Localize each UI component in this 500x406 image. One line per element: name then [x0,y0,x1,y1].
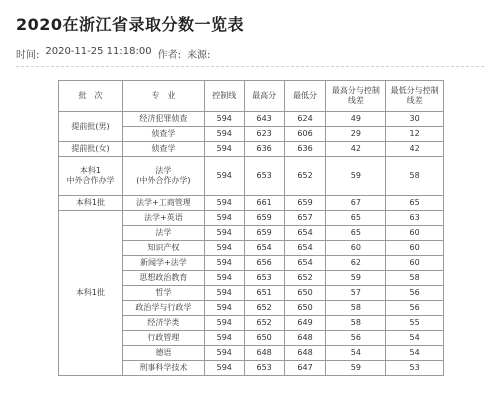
major-cell: 侦查学 [122,127,204,142]
max-score-cell: 661 [244,196,284,211]
table-row [59,157,444,196]
control-line-cell: 594 [204,301,244,316]
min-score-cell: 652 [284,271,326,286]
major-cell: 哲学 [122,286,204,301]
column-header: 批 次 [59,81,123,112]
min-score-cell: 649 [284,316,326,331]
min-score-cell: 606 [284,127,326,142]
max-score-cell: 652 [244,316,284,331]
major-cell: 思想政治教育 [122,271,204,286]
control-line-cell: 594 [204,157,244,196]
min-diff-cell: 53 [386,361,444,376]
max-diff-cell: 56 [326,331,386,346]
min-diff-cell: 58 [386,271,444,286]
min-score-cell: 650 [284,286,326,301]
max-diff-cell: 59 [326,157,386,196]
max-score-cell: 653 [244,157,284,196]
control-line-cell: 594 [204,331,244,346]
max-score-cell: 652 [244,301,284,316]
batch-cell: 本科1批 [59,211,123,376]
author-label: 作者: [157,50,181,61]
control-line-cell: 594 [204,142,244,157]
max-diff-cell: 59 [326,361,386,376]
time-label: 时间: [16,50,40,61]
control-line-cell: 594 [204,346,244,361]
major-cell: 法学+英语 [122,211,204,226]
score-table [58,80,444,376]
min-score-cell: 636 [284,142,326,157]
source-label: 来源: [186,50,211,61]
min-diff-cell: 60 [386,226,444,241]
max-score-cell: 650 [244,331,284,346]
major-cell: 新闻学+法学 [122,256,204,271]
major-cell: 德语 [122,346,204,361]
max-score-cell: 659 [244,226,284,241]
min-diff-cell: 42 [386,142,444,157]
table-row [59,196,444,211]
major-cell: 经济学类 [122,316,204,331]
min-score-cell: 659 [284,196,326,211]
min-diff-cell: 54 [386,346,444,361]
table-header-row [59,81,444,112]
min-score-cell: 654 [284,226,326,241]
min-score-cell: 624 [284,112,326,127]
column-header: 控制线 [204,81,244,112]
column-header: 最高分与控制线差 [326,81,386,112]
major-cell: 法学 (中外合作办学) [122,157,204,196]
table-row [59,142,444,157]
max-diff-cell: 59 [326,271,386,286]
min-diff-cell: 63 [386,211,444,226]
max-diff-cell: 65 [326,211,386,226]
max-diff-cell: 49 [326,112,386,127]
min-diff-cell: 56 [386,286,444,301]
batch-cell: 本科1 中外合作办学 [59,157,123,196]
column-header: 最低分 [284,81,326,112]
max-score-cell: 653 [244,271,284,286]
min-diff-cell: 60 [386,256,444,271]
min-score-cell: 647 [284,361,326,376]
control-line-cell: 594 [204,127,244,142]
control-line-cell: 594 [204,361,244,376]
max-score-cell: 651 [244,286,284,301]
min-diff-cell: 60 [386,241,444,256]
max-diff-cell: 29 [326,127,386,142]
min-score-cell: 657 [284,211,326,226]
major-cell: 侦查学 [122,142,204,157]
min-score-cell: 648 [284,331,326,346]
max-diff-cell: 58 [326,316,386,331]
control-line-cell: 594 [204,286,244,301]
max-diff-cell: 67 [326,196,386,211]
table-row [59,211,444,226]
max-score-cell: 654 [244,241,284,256]
max-diff-cell: 65 [326,226,386,241]
max-diff-cell: 58 [326,301,386,316]
control-line-cell: 594 [204,241,244,256]
control-line-cell: 594 [204,256,244,271]
min-score-cell: 648 [284,346,326,361]
control-line-cell: 594 [204,316,244,331]
control-line-cell: 594 [204,196,244,211]
max-score-cell: 623 [244,127,284,142]
major-cell: 法学+工商管理 [122,196,204,211]
major-cell: 知识产权 [122,241,204,256]
control-line-cell: 594 [204,211,244,226]
max-score-cell: 648 [244,346,284,361]
major-cell: 行政管理 [122,331,204,346]
major-cell: 经济犯罪侦查 [122,112,204,127]
control-line-cell: 594 [204,226,244,241]
batch-cell: 提前批(男) [59,112,123,142]
min-diff-cell: 12 [386,127,444,142]
max-score-cell: 659 [244,211,284,226]
max-diff-cell: 54 [326,346,386,361]
max-diff-cell: 57 [326,286,386,301]
max-diff-cell: 42 [326,142,386,157]
control-line-cell: 594 [204,271,244,286]
publish-time: 2020-11-25 11:18:00 [45,46,152,57]
control-line-cell: 594 [204,112,244,127]
table-row [59,112,444,127]
batch-cell: 提前批(女) [59,142,123,157]
column-header: 专 业 [122,81,204,112]
major-cell: 政治学与行政学 [122,301,204,316]
major-cell: 法学 [122,226,204,241]
min-score-cell: 654 [284,241,326,256]
min-diff-cell: 54 [386,331,444,346]
min-score-cell: 652 [284,157,326,196]
max-score-cell: 653 [244,361,284,376]
max-score-cell: 636 [244,142,284,157]
min-score-cell: 654 [284,256,326,271]
min-diff-cell: 65 [386,196,444,211]
min-diff-cell: 30 [386,112,444,127]
table-body [59,112,444,376]
meta-divider [16,66,484,67]
min-diff-cell: 58 [386,157,444,196]
min-diff-cell: 55 [386,316,444,331]
column-header: 最低分与控制线差 [386,81,444,112]
major-cell: 刑事科学技术 [122,361,204,376]
max-score-cell: 643 [244,112,284,127]
page-title: 2020在浙江省录取分数一览表 [16,15,245,34]
column-header: 最高分 [244,81,284,112]
max-diff-cell: 62 [326,256,386,271]
batch-cell: 本科1批 [59,196,123,211]
max-diff-cell: 60 [326,241,386,256]
article-meta [16,46,210,61]
min-diff-cell: 56 [386,301,444,316]
max-score-cell: 656 [244,256,284,271]
min-score-cell: 650 [284,301,326,316]
